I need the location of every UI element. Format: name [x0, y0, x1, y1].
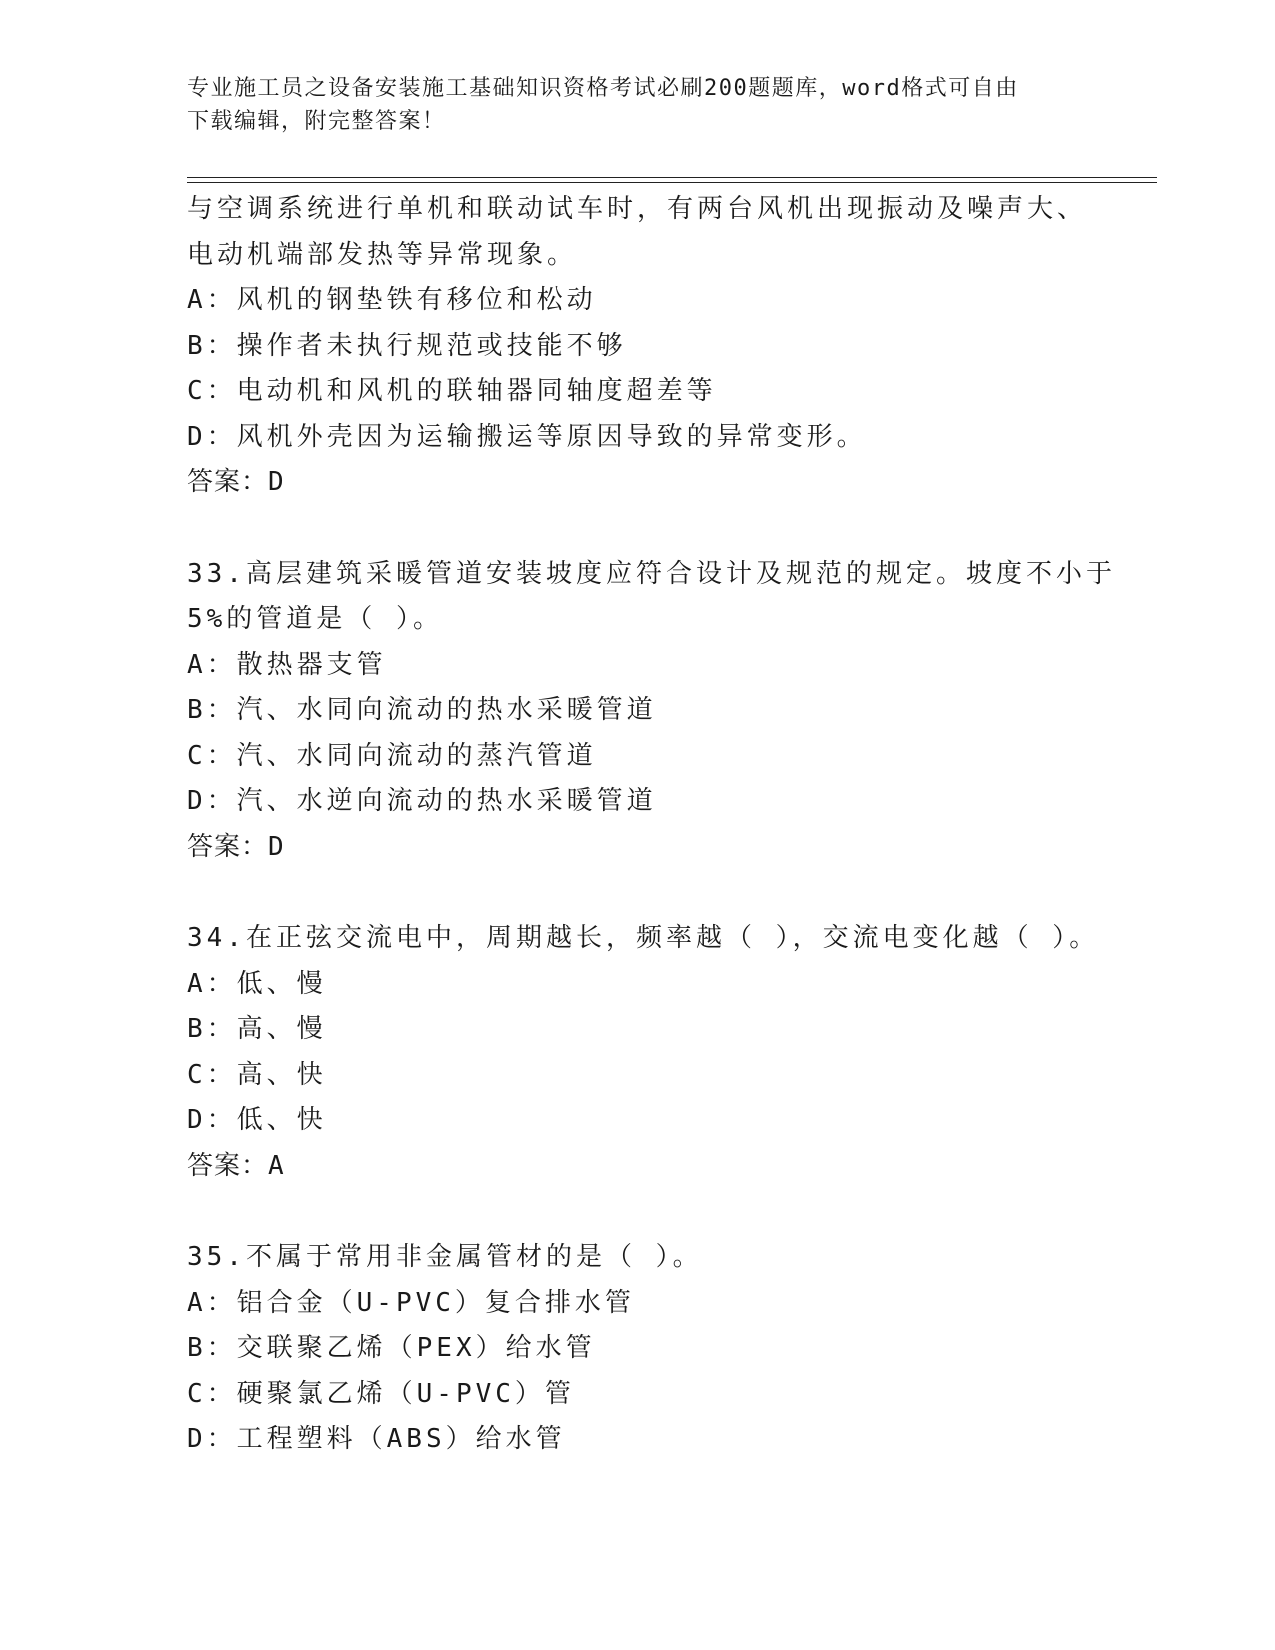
- option-a: A：低、慢: [187, 968, 327, 999]
- answer-value: D: [268, 831, 284, 862]
- option-c: C：硬聚氯乙烯（U-PVC）管: [187, 1378, 575, 1409]
- header-divider-top: [187, 177, 1157, 178]
- option-d: D：汽、水逆向流动的热水采暖管道: [187, 786, 657, 816]
- question-stem-line: 5%的管道是（ ）。: [187, 604, 443, 634]
- option-d: D：低、快: [187, 1105, 327, 1135]
- answer-line: [187, 460, 1117, 506]
- question-list: [187, 187, 1117, 1463]
- option-d: D：风机外壳因为运输搬运等原因导致的异常变形。: [187, 421, 867, 452]
- header-divider-bottom: [187, 182, 1157, 183]
- document-header: [187, 72, 1087, 138]
- option-b: B：高、慢: [187, 1014, 327, 1044]
- option-a: A：铝合金（U-PVC）复合排水管: [187, 1287, 635, 1318]
- answer-value: A: [268, 1150, 284, 1181]
- header-line-1: 专业施工员之设备安装施工基础知识资格考试必刷200题题库，word格式可自由: [187, 76, 1019, 101]
- option-b: B：交联聚乙烯（PEX）给水管: [187, 1333, 596, 1363]
- question-block-33: [187, 552, 1117, 871]
- option-c: C：高、快: [187, 1059, 327, 1090]
- answer-line: [187, 1144, 1117, 1190]
- option-c: C：电动机和风机的联轴器同轴度超差等: [187, 376, 717, 406]
- option-a: A：风机的钢垫铁有移位和松动: [187, 285, 597, 315]
- option-b: B：操作者未执行规范或技能不够: [187, 330, 627, 361]
- question-stem-line: 33.高层建筑采暖管道安装坡度应符合设计及规范的规定。坡度不小于: [187, 558, 1116, 589]
- header-line-2: 下载编辑，附完整答案！: [187, 109, 446, 134]
- option-b: B：汽、水同向流动的热水采暖管道: [187, 695, 657, 725]
- option-a: A：散热器支管: [187, 649, 387, 680]
- question-block-32: [187, 187, 1117, 506]
- question-stem-line: 34.在正弦交流电中，周期越长，频率越（ ），交流电变化越（ ）。: [187, 923, 1100, 953]
- question-spacer: [187, 870, 1117, 916]
- option-c: C：汽、水同向流动的蒸汽管道: [187, 740, 597, 771]
- question-stem-line: 与空调系统进行单机和联动试车时，有两台风机出现振动及噪声大、: [187, 194, 1088, 224]
- answer-label: 答案：: [187, 831, 269, 862]
- question-stem-line: 电动机端部发热等异常现象。: [187, 239, 578, 270]
- option-d: D：工程塑料（ABS）给水管: [187, 1424, 566, 1454]
- question-stem-line: 35.不属于常用非金属管材的是（ ）。: [187, 1242, 703, 1272]
- question-spacer: [187, 506, 1117, 552]
- answer-value: D: [268, 467, 284, 497]
- question-block-34: [187, 916, 1117, 1189]
- answer-label: 答案：: [187, 467, 269, 497]
- answer-line: [187, 825, 1117, 871]
- question-block-35: [187, 1235, 1117, 1463]
- question-spacer: [187, 1189, 1117, 1235]
- answer-label: 答案：: [187, 1150, 269, 1181]
